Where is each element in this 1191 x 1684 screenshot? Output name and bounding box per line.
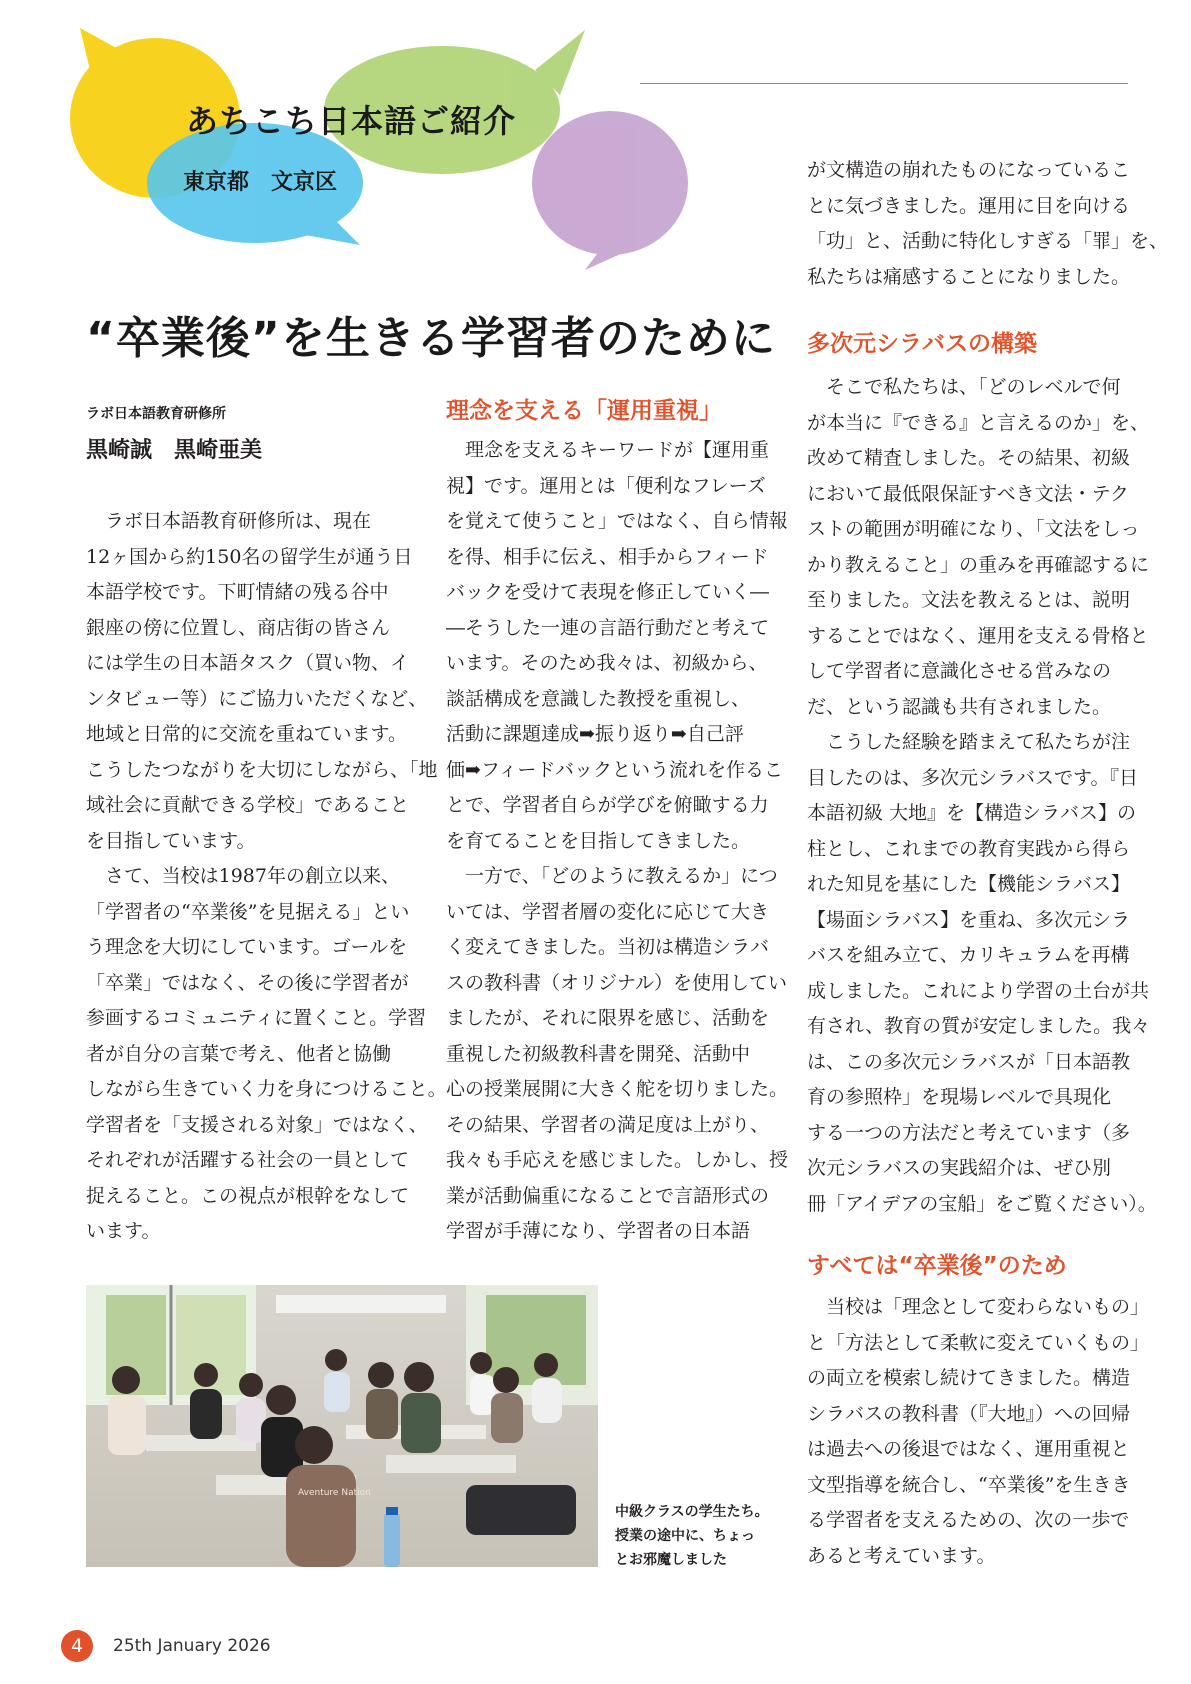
series-title: あちこち日本語ご紹介 [186,102,517,140]
column-3-continued [807,153,1169,295]
body-line: 「功」と、活動に特化しすぎる「罪」を、 [807,230,1169,252]
body-line: 捉えること。この視点が根幹をなして [86,1184,410,1207]
body-line: 本語初級 大地』を【構造シラバス】の [807,802,1137,824]
body-line: 【場面シラバス】を重ね、多次元シラ [807,908,1131,931]
body-line: それぞれが活躍する社会の一員として [86,1149,410,1171]
author-names: 黒崎誠 黒崎亜美 [86,438,263,463]
body-line: さて、当校は1987年の創立以来、 [86,865,400,887]
body-line: 次元シラバスの実践紹介は、ぜひ別 [807,1157,1112,1179]
body-line: 学習者を「支援される対象」ではなく、 [86,1113,428,1136]
body-line: 学習が手薄になり、学習者の日本語 [446,1220,751,1242]
body-line: を得、相手に伝え、相手からフィード [446,545,769,568]
body-line: は、この多次元シラバスが「日本語教 [807,1050,1131,1073]
body-line: こうしたつながりを大切にしながら、「地 [86,758,438,781]
body-line: そこで私たちは、「どのレベルで何 [807,376,1121,398]
body-line: 12ヶ国から約150名の留学生が通う日 [86,545,413,568]
body-line: して学習者に意識化させる営みなの [807,660,1112,682]
body-line: こうした経験を踏まえて私たちが注 [807,731,1131,753]
body-line: が文構造の崩れたものになっているこ [807,159,1131,181]
body-line: 育の参照枠」を現場レベルで具現化 [807,1086,1112,1108]
body-line: 冊「アイデアの宝船」をご覧ください）。 [807,1192,1157,1215]
body-line: 者が自分の言葉で考え、他者と協働 [86,1042,392,1065]
body-line: 重視した初級教科書を開発、活動中 [446,1042,751,1065]
body-line: とで、学習者自らが学びを俯瞰する力 [446,794,769,816]
body-line: 活動に課題達成➡振り返り➡自己評 [446,723,744,745]
body-line: く変えてきました。当初は構造シラバ [446,936,770,958]
body-line: しながら生きていく力を身につけること。 [86,1078,447,1100]
body-line: を育てることを目指してきました。 [446,829,751,852]
body-line: 本語学校です。下町情緒の残る谷中 [86,581,389,603]
column-3 [807,370,1157,1222]
body-line: 心の授業展開に大きく舵を切りました。 [446,1078,789,1100]
section-heading-1: 理念を支える「運用重視」 [446,398,722,424]
body-line: 至りました。文法を教えるとは、説明 [807,589,1131,611]
body-line: と「方法として柔軟に変えていくもの」 [807,1331,1150,1354]
body-line: ンタビュー等）にご協力いただくなど、 [86,687,428,710]
body-line: れた知見を基にした【機能シラバス】 [807,873,1131,895]
body-line: 談話構成を意識した教授を重視し、 [446,687,751,710]
body-line: 地域と日常的に交流を重ねています。 [86,723,408,745]
body-line: 我々も手応えを感じました。しかし、授 [446,1149,789,1171]
body-line: を覚えて使うこと」ではなく、自ら情報 [446,510,788,532]
section-heading-2: 多次元シラバスの構築 [807,331,1037,357]
body-line: 一方で、「どのように教えるか」につ [446,865,778,887]
body-line: 当校は「理念として変わらないもの」 [807,1296,1150,1318]
location-label: 東京都 文京区 [183,170,338,195]
body-line: ラボ日本語教育研修所は、現在 [86,510,372,532]
body-line: あると考えています。 [807,1544,996,1567]
body-line: う理念を大切にしています。ゴールを [86,936,408,958]
body-line: バスを組み立て、カリキュラムを再構 [807,944,1130,966]
body-line: ましたが、それに限界を感じ、活動を [446,1007,770,1029]
body-line: 私たちは痛感することになりました。 [807,265,1131,288]
body-line: いては、学習者層の変化に応じて大き [446,900,770,923]
body-line: 参画するコミュニティに置くこと。学習 [86,1007,427,1029]
photo-caption: 中級クラスの学生たち。 授業の途中に、ちょっ とお邪魔しました [615,1504,769,1568]
article-title: “卒業後”を生きる学習者のために [86,313,776,364]
body-line: 改めて精査しました。その結果、初級 [807,447,1131,469]
body-line: 域社会に貢献できる学校」であること [86,794,410,816]
body-line: 柱とし、これまでの教育実践から得ら [807,837,1131,860]
body-line: かり教えること」の重みを再確認するに [807,553,1150,576]
body-line: る学習者を支えるための、次の一歩で [807,1509,1130,1531]
top-rule [640,83,1128,84]
body-line: 理念を支えるキーワードが【運用重 [446,439,770,461]
body-line: には学生の日本語タスク（買い物、イ [86,652,410,674]
body-line: 視】です。運用とは「便利なフレーズ [446,474,766,497]
column-1 [86,504,447,1250]
author-affiliation: ラボ日本語教育研修所 [86,406,226,422]
section-heading-3: すべては“卒業後”のため [807,1253,1067,1279]
body-line: います。そのため我々は、初級から、 [446,652,768,674]
body-line: の両立を模索し続けてきました。構造 [807,1367,1131,1389]
body-line: 有され、教育の質が安定しました。我々 [807,1015,1151,1037]
body-line: 成しました。これにより学習の土台が共 [807,979,1150,1002]
body-line: シラバスの教科書（『大地』）への回帰 [807,1402,1131,1425]
body-line: 文型指導を統合し、“卒業後”を生きき [807,1473,1131,1496]
body-line: 目したのは、多次元シラバスです。『日 [807,766,1138,789]
body-line: 銀座の傍に位置し、商店街の皆さん [86,616,391,639]
body-line: とに気づきました。運用に目を向ける [807,194,1131,217]
body-line: 業が活動偏重になることで言語形式の [446,1184,770,1207]
water-bottle [384,1513,400,1567]
body-line: ストの範囲が明確になり、「文法をしっ [807,518,1140,540]
body-line: する一つの方法だと考えています（多 [807,1121,1131,1144]
body-line: を目指しています。 [86,829,256,852]
body-line: 「卒業」ではなく、その後に学習者が [86,971,409,994]
column-3-final [807,1290,1150,1574]
body-line: ―そうした一連の言語行動だと考えて [446,616,770,639]
body-line: その結果、学習者の満足度は上がり、 [446,1113,770,1136]
column-2 [446,433,789,1250]
body-line: が本当に『できる』と言えるのか」を、 [807,411,1150,434]
body-line: います。 [86,1220,161,1242]
issue-date: 25th January 2026 [113,1636,271,1656]
body-line: において最低限保証すべき文法・テク [807,482,1129,505]
body-line: 「学習者の“卒業後”を見据える」とい [86,900,410,923]
body-line: だ、という認識も共有されました。 [807,695,1112,718]
body-line: することではなく、運用を支える骨格と [807,624,1149,647]
shirt-print: Aventure Nation [298,1488,371,1498]
page-number-badge: 4 [61,1630,93,1662]
purple-bubble [532,111,688,270]
body-line: 価➡フィードバックという流れを作るこ [446,758,784,781]
body-line: スの教科書（オリジナル）を使用してい [446,971,788,994]
body-line: は過去への後退ではなく、運用重視と [807,1438,1130,1460]
classroom-photo-illustration [86,1285,598,1567]
classroom-photo [86,1285,598,1567]
body-line: バックを受けて表現を修正していく― [446,581,770,603]
